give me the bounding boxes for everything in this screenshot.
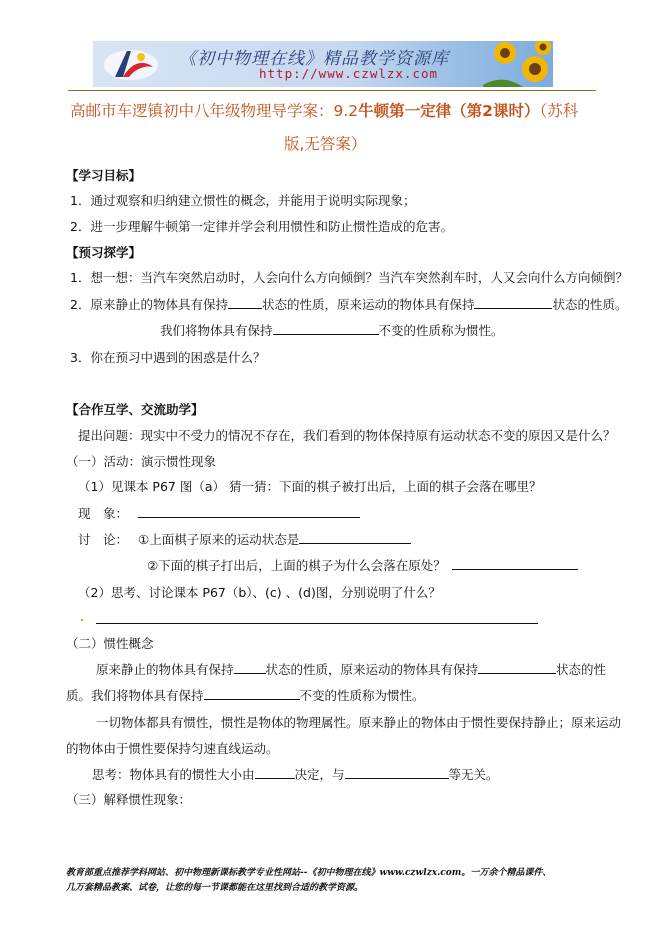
concept-text-a: 原来静止的物体具有保持	[96, 662, 234, 677]
inertia-paragraph-line-2: 的物体由于惯性要保持匀速直线运动。	[66, 741, 279, 756]
preview-q2	[70, 295, 628, 313]
blank-field[interactable]	[228, 296, 262, 309]
title-part-b: 牛顿第一定律（第2课时）	[358, 102, 540, 120]
preview-q2-line2	[160, 321, 504, 339]
site-logo-icon	[101, 45, 161, 83]
blank-field[interactable]	[96, 611, 538, 624]
header-divider	[68, 90, 596, 91]
goals-heading: 【学习目标】	[66, 168, 142, 183]
footer-line-1: 教育部重点推荐学科网站、初中物理新课标教学专业性网站--《初中物理在线》www.czwlzx.com。一万余个精品课件、	[66, 868, 552, 878]
blank-field[interactable]	[478, 661, 556, 674]
part1-title: （一）活动：演示惯性现象	[66, 454, 217, 469]
part2-title: （二）惯性概念	[66, 636, 154, 651]
blank-field[interactable]	[138, 505, 360, 518]
q2-line2-text-b: 不变的性质称为惯性。	[378, 323, 504, 338]
blank-field[interactable]	[273, 322, 379, 335]
concept-text-c: 状态的性	[556, 662, 607, 677]
footer-line-2: 几万套精品教案、试卷，让您的每一节课都能在这里找到合适的教学资源。	[66, 883, 364, 893]
preview-q3: 3．你在预习中遇到的困惑是什么？	[70, 350, 266, 365]
preview-heading: 【预习探学】	[66, 245, 142, 260]
think-text-b: 决定，与	[294, 767, 345, 782]
phenomenon-row	[78, 504, 360, 522]
preview-q1: 1．想一想：当汽车突然启动时，人会向什么方向倾倒？当汽车突然刹车时，人又会向什么方向倾倒？	[70, 270, 628, 285]
q2-text-b: 状态的性质，原来运动的物体具有保持	[261, 297, 475, 312]
activity-2: （2）思考、讨论课本 P67（b）、(c) 、(d)图，分别说明了什么？	[78, 585, 441, 600]
discuss-1-text: ①上面棋子原来的运动状态是	[138, 532, 300, 547]
blank-field[interactable]	[255, 766, 295, 779]
blank-field[interactable]	[345, 766, 449, 779]
blank-field[interactable]	[299, 531, 411, 544]
think-row	[92, 765, 499, 783]
concept-line-1	[96, 660, 606, 678]
blank-field[interactable]	[204, 687, 300, 700]
discuss-row-1	[78, 530, 411, 548]
title-line2-text: 版,无答案）	[284, 135, 367, 153]
title-part-a: 高邮市车逻镇初中八年级物理导学案：9.2	[70, 102, 359, 120]
title-part-c: （苏科	[539, 102, 579, 120]
goal-item-1: 1．通过观察和归纳建立惯性的概念，并能用于说明实际现象；	[70, 193, 416, 208]
think-text-a: 思考：物体具有的惯性大小由	[92, 767, 255, 782]
discuss-label: 讨 论：	[78, 532, 129, 547]
inertia-paragraph-line-1: 一切物体都具有惯性，惯性是物体的物理属性。原来静止的物体由于惯性要保持静止；原来运动	[96, 715, 622, 730]
discuss-row-2	[147, 556, 578, 574]
blank-field[interactable]	[234, 661, 266, 674]
q2-text-c: 状态的性质。	[552, 297, 628, 312]
cooperate-heading: 【合作互学、交流助学】	[66, 402, 204, 417]
cooperate-question: 提出问题：现实中不受力的情况不存在，我们看到的物体保持原有运动状态不变的原因又是什么？	[78, 428, 616, 443]
header-banner	[93, 41, 553, 87]
concept-text-e: 不变的性质称为惯性。	[299, 688, 425, 703]
blank-field[interactable]	[474, 296, 552, 309]
part3-title: （三）解释惯性现象：	[66, 792, 192, 807]
discuss-2-text: ②下面的棋子打出后，上面的棋子为什么会落在原处？	[147, 558, 446, 573]
banner-url: http://www.czwlzx.com	[259, 66, 439, 81]
concept-text-d: 质。我们将物体具有保持	[66, 688, 204, 703]
activity-1: （1）见课本 P67 图（a） 猜一猜：下面的棋子被打出后，上面的棋子会落在哪里？	[78, 479, 542, 494]
page-title	[70, 99, 578, 121]
phenomenon-label: 现 象：	[78, 506, 129, 521]
page-title-line2	[284, 132, 366, 154]
concept-text-b: 状态的性质，原来运动的物体具有保持	[265, 662, 479, 677]
q2-line2-text-a: 我们将物体具有保持	[160, 323, 273, 338]
decorative-dot	[81, 619, 83, 621]
blank-field[interactable]	[452, 557, 578, 570]
sunflower-icon	[483, 41, 553, 87]
goal-item-2: 2．进一步理解牛顿第一定律并学会利用惯性和防止惯性造成的危害。	[70, 219, 453, 234]
activity-2-answer	[96, 611, 538, 627]
think-text-c: 等无关。	[448, 767, 499, 782]
banner-title: 《初中物理在线》精品教学资源库	[179, 49, 449, 69]
concept-line-2	[66, 686, 425, 704]
q2-text-a: 2．原来静止的物体具有保持	[70, 297, 228, 312]
